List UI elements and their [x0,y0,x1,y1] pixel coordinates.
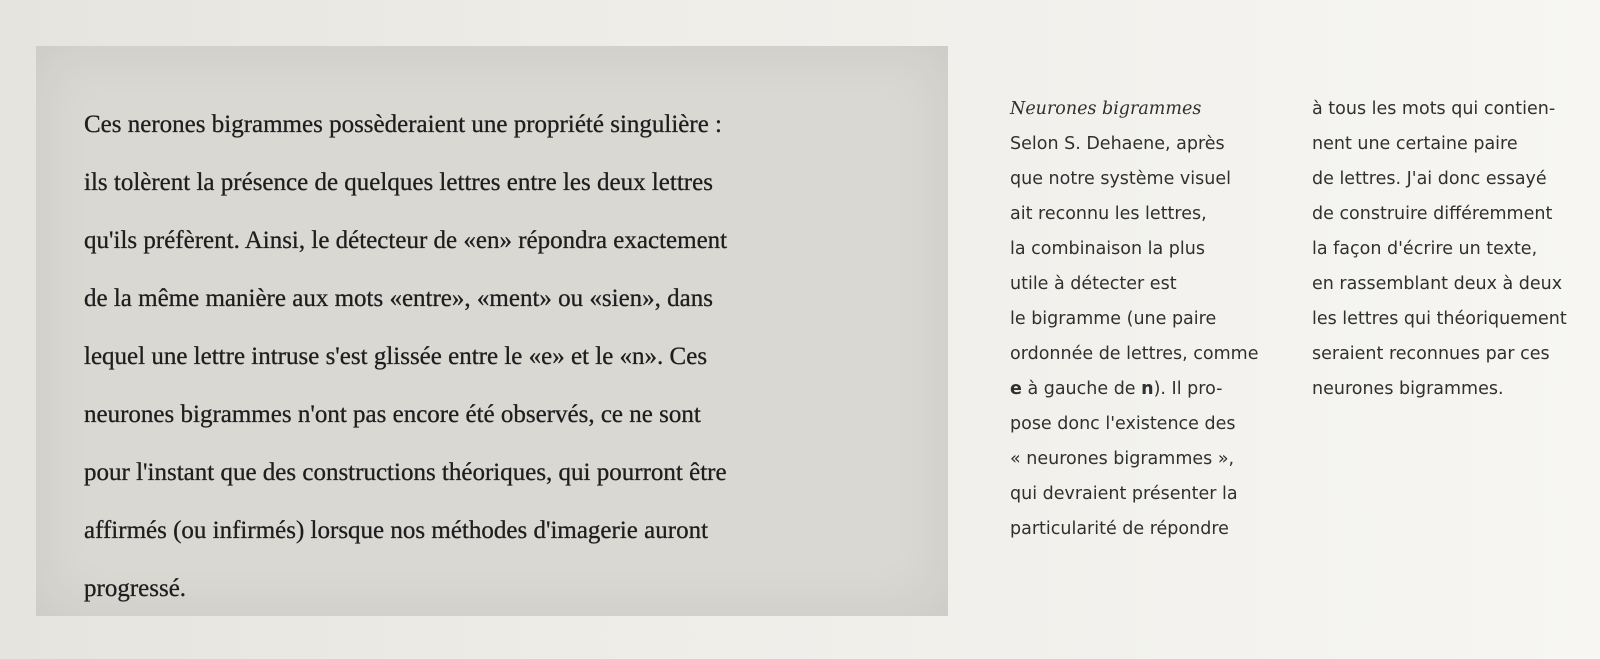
caption-line: de construire différemment [1312,204,1553,224]
caption-fragment: à gauche de [1021,379,1142,399]
caption-column-2 [1312,92,1597,407]
experiment-line: affirmés (ou infirmés) lorsque nos méthodes d'imagerie auront [84,517,709,544]
caption-line: Selon S. Dehaene, après [1010,134,1225,154]
caption-line: la combinaison la plus [1010,239,1205,259]
caption-line: le bigramme (une paire [1010,309,1217,329]
caption-line: utile à détecter est [1010,274,1177,294]
experiment-line: neurones bigrammes n'ont pas encore été observés, ce ne sont [84,401,701,428]
caption-line: seraient reconnues par ces [1312,344,1550,364]
caption-line: neurones bigrammes. [1312,379,1504,399]
experiment-line: qu'ils préfèrent. Ainsi, le détecteur de «en» répondra exactement [84,227,728,254]
caption-line: la façon d'écrire un texte, [1312,239,1538,259]
caption-line: nent une certaine paire [1312,134,1518,154]
caption-line: « neurones bigrammes », [1010,449,1235,469]
experiment-line: progressé. [84,575,187,602]
caption-line: les lettres qui théoriquement [1312,309,1567,329]
bigram-experiment-text [84,96,924,618]
caption-fragment: ). Il pro- [1153,379,1223,399]
caption-line: qui devraient présenter la [1010,484,1238,504]
experiment-line: lequel une lettre intruse s'est glissée entre le «e» et le «n». Ces [84,343,708,370]
caption-line: pose donc l'existence des [1010,414,1236,434]
caption-line: particularité de répondre [1010,519,1229,539]
experiment-line: de la même manière aux mots «entre», «ment» ou «sien», dans [84,285,713,312]
caption-column-1 [1010,92,1280,547]
experiment-line: Ces nerones bigrammes possèderaient une propriété singulière : [84,111,723,138]
caption-line: que notre système visuel [1010,169,1231,189]
caption-line: en rassemblant deux à deux [1312,274,1563,294]
caption-title: Neurones bigrammes [1010,99,1202,119]
caption-line: ordonnée de lettres, comme [1010,344,1259,364]
caption-line: à tous les mots qui contien- [1312,99,1556,119]
caption-line: de lettres. J'ai donc essayé [1312,169,1547,189]
experiment-line: ils tolèrent la présence de quelques lettres entre les deux lettres [84,169,713,196]
bold-letter-n: n [1141,379,1154,399]
experiment-line: pour l'instant que des constructions théoriques, qui pourront être [84,459,727,486]
bigram-experiment-panel [36,46,948,616]
caption-line [1010,372,1280,407]
caption-line: ait reconnu les lettres, [1010,204,1207,224]
bold-letter-e: e [1010,379,1022,399]
